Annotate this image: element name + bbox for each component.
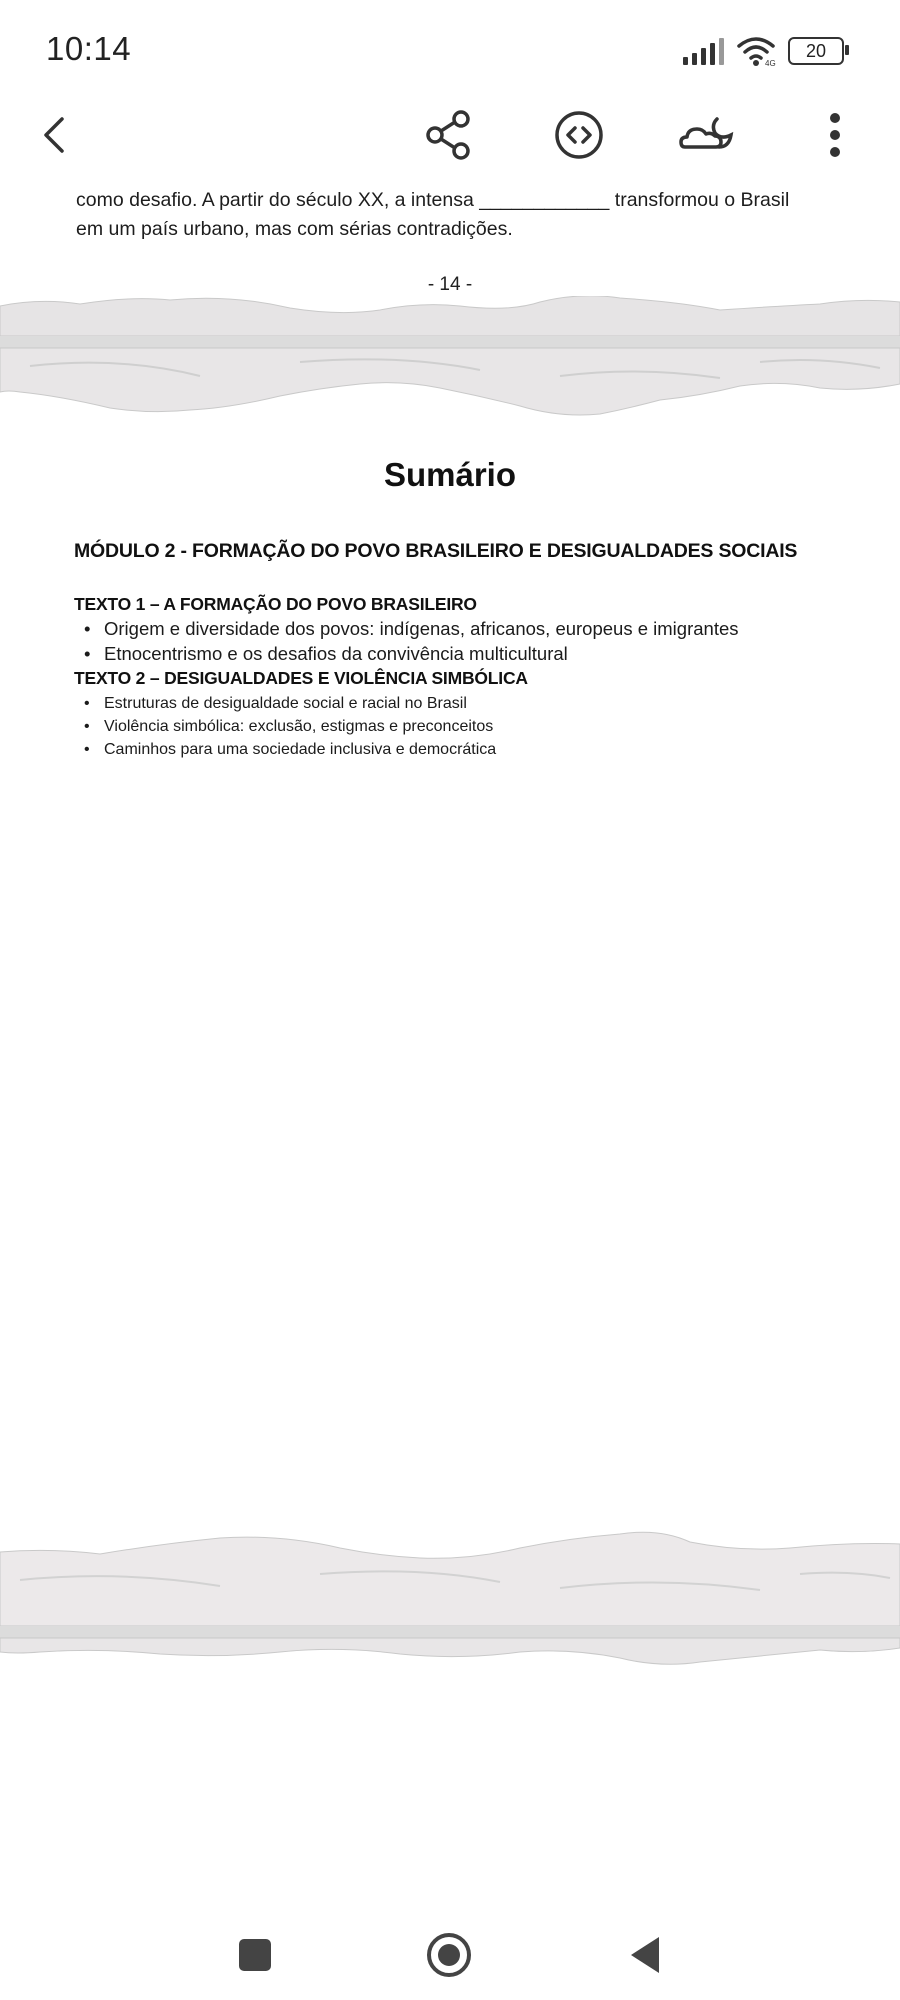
text-2-list — [82, 692, 496, 761]
more-button[interactable] — [800, 100, 870, 170]
list-item: • Caminhos para uma sociedade inclusiva e democrática — [82, 738, 496, 761]
navigation-bar — [0, 1900, 900, 2000]
toolbar — [0, 100, 900, 180]
status-icons — [683, 34, 844, 68]
code-view-button[interactable] — [544, 100, 614, 170]
share-icon — [425, 109, 473, 161]
home-button[interactable] — [414, 1920, 484, 1990]
text-1-heading: TEXTO 1 – A FORMAÇÃO DO POVO BRASILEIRO — [74, 594, 477, 614]
battery-level: 20 — [805, 40, 827, 61]
battery-icon — [788, 37, 844, 65]
share-button[interactable] — [414, 100, 484, 170]
wifi-icon — [736, 35, 776, 67]
list-item: • Estruturas de desigualdade social e racial no Brasil — [82, 692, 496, 715]
back-button[interactable] — [20, 100, 90, 170]
page-number: - 14 - — [427, 274, 473, 295]
status-time: 10:14 — [46, 30, 132, 67]
home-icon — [425, 1931, 473, 1979]
text-1-list — [82, 616, 739, 666]
intro-line-1: como desafio. A partir do século XX, a intensa ____________ transformou o Brasil — [76, 189, 790, 211]
page-divider-torn-paper — [0, 296, 900, 436]
code-icon — [553, 109, 605, 161]
intro-line-2: em um país urbano, mas com sérias contradições. — [76, 218, 513, 240]
back-icon — [38, 115, 72, 155]
page-divider-torn-paper — [0, 1530, 900, 1670]
signal-icon — [683, 37, 724, 65]
module-title: MÓDULO 2 - FORMAÇÃO DO POVO BRASILEIRO E DESIGUALDADES SOCIAIS — [74, 540, 798, 562]
svg-text:4G: 4G — [765, 59, 776, 67]
list-item: • Etnocentrismo e os desafios da convivência multicultural — [82, 641, 739, 666]
night-mode-icon — [679, 113, 739, 157]
recents-button[interactable] — [220, 1920, 290, 1990]
sumario-title: Sumário — [383, 456, 517, 493]
status-bar — [0, 0, 900, 100]
night-mode-button[interactable] — [674, 100, 744, 170]
system-back-button[interactable] — [610, 1920, 680, 1990]
recents-icon — [237, 1937, 273, 1973]
more-icon — [828, 112, 842, 158]
text-2-heading: TEXTO 2 – DESIGUALDADES E VIOLÊNCIA SIMBÓLICA — [74, 668, 528, 688]
back-triangle-icon — [627, 1935, 663, 1975]
list-item: • Origem e diversidade dos povos: indígenas, africanos, europeus e imigrantes — [82, 616, 739, 641]
list-item: • Violência simbólica: exclusão, estigmas e preconceitos — [82, 715, 496, 738]
